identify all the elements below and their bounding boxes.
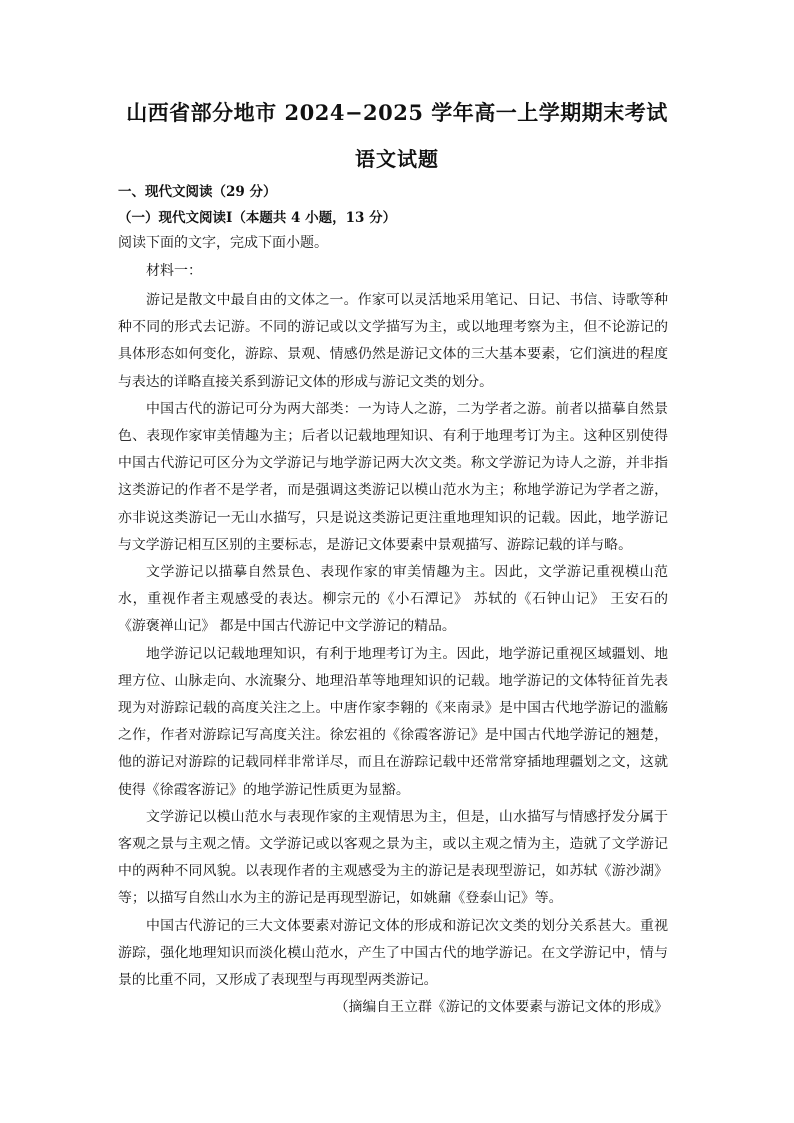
paragraph: 中国古代的游记可分为两大部类：一为诗人之游，二为学者之游。前者以描摹自然景色、表现作家审美情趣为主；后者以记载地理知识、有利于地理考订为主。这种区别使得中国古代游记可区分为文学游记与地学游记两大次文类。称文学游记为诗人之游，并非指这类游记的作者不是学者，而是强调这类游记以模山范水为主；称地学游记为学者之游，亦非说这类游记一无山水描写，只是说这类游记更注重地理知识的记载。因此，地学游记与文学游记相互区别的主要标志，是游记文体要素中景观描写、游踪记载的详与略。 — [118, 400, 668, 553]
page-subtitle: 语文试题 — [355, 147, 439, 171]
material-label: 材料一： — [146, 263, 202, 279]
page-title: 山西省部分地市 2024−2025 学年高一上学期期末考试 — [126, 100, 668, 125]
paragraph: 文学游记以描摹自然景色、表现作家的审美情趣为主。因此，文学游记重视模山范水，重视作者主观感受的表达。柳宗元的《小石潭记》 苏轼的《石钟山记》 王安石的《游褒禅山记》 都是中国古代游记中文学游记的精品。 — [118, 564, 668, 635]
material-body — [118, 287, 668, 994]
paragraph: 文学游记以模山范水与表现作家的主观情思为主，但是，山水描写与情感抒发分属于客观之景与主观之情。文学游记或以客观之景为主，或以主观之情为主，造就了文学游记中的两种不同风貌。以表现作者的主观感受为主的游记是表现型游记，如苏轼《游沙湖》等；以描写自然山水为主的游记是再现型游记，如姚鼐《登泰山记》等。 — [118, 808, 668, 907]
section-heading: 一、现代文阅读（29 分） — [118, 184, 277, 200]
paragraph: 中国古代游记的三大文体要素对游记文体的形成和游记次文类的划分关系甚大。重视游踪，强化地理知识而淡化模山范水，产生了中国古代的地学游记。在文学游记中，情与景的比重不同，又形成了表现型与再现型两类游记。 — [118, 917, 668, 989]
source-citation: （摘编自王立群《游记的文体要素与游记文体的形成》 — [334, 999, 668, 1015]
paragraph: 游记是散文中最自由的文体之一。作家可以灵活地采用笔记、日记、书信、诗歌等种种不同的形式去记游。不同的游记或以文学描写为主，或以地理考察为主，但不论游记的具体形态如何变化，游踪、景观、情感仍然是游记文体的三大基本要素，它们演进的程度与表达的详略直接关系到游记文体的形成与游记文类的划分。 — [118, 292, 668, 390]
paragraph: 地学游记以记载地理知识，有利于地理考订为主。因此，地学游记重视区域疆划、地理方位、山脉走向、水流聚分、地理沿革等地理知识的记载。地学游记的文体特征首先表现为对游踪记载的高度关注之上。中唐作家李翱的《来南录》是中国古代地学游记的滥觞之作，作者对游踪记写高度关注。徐宏祖的《徐霞客游记》是中国古代地学游记的翘楚，他的游记对游踪的记载同样非常详尽，而且在游踪记载中还常常穿插地理疆划之文，这就使得《徐霞客游记》的地学游记性质更为显豁。 — [118, 645, 668, 798]
reading-instruction: 阅读下面的文字，完成下面小题。 — [118, 235, 328, 251]
section-subheading: （一）现代文阅读Ⅰ（本题共 4 小题，13 分） — [118, 210, 397, 226]
